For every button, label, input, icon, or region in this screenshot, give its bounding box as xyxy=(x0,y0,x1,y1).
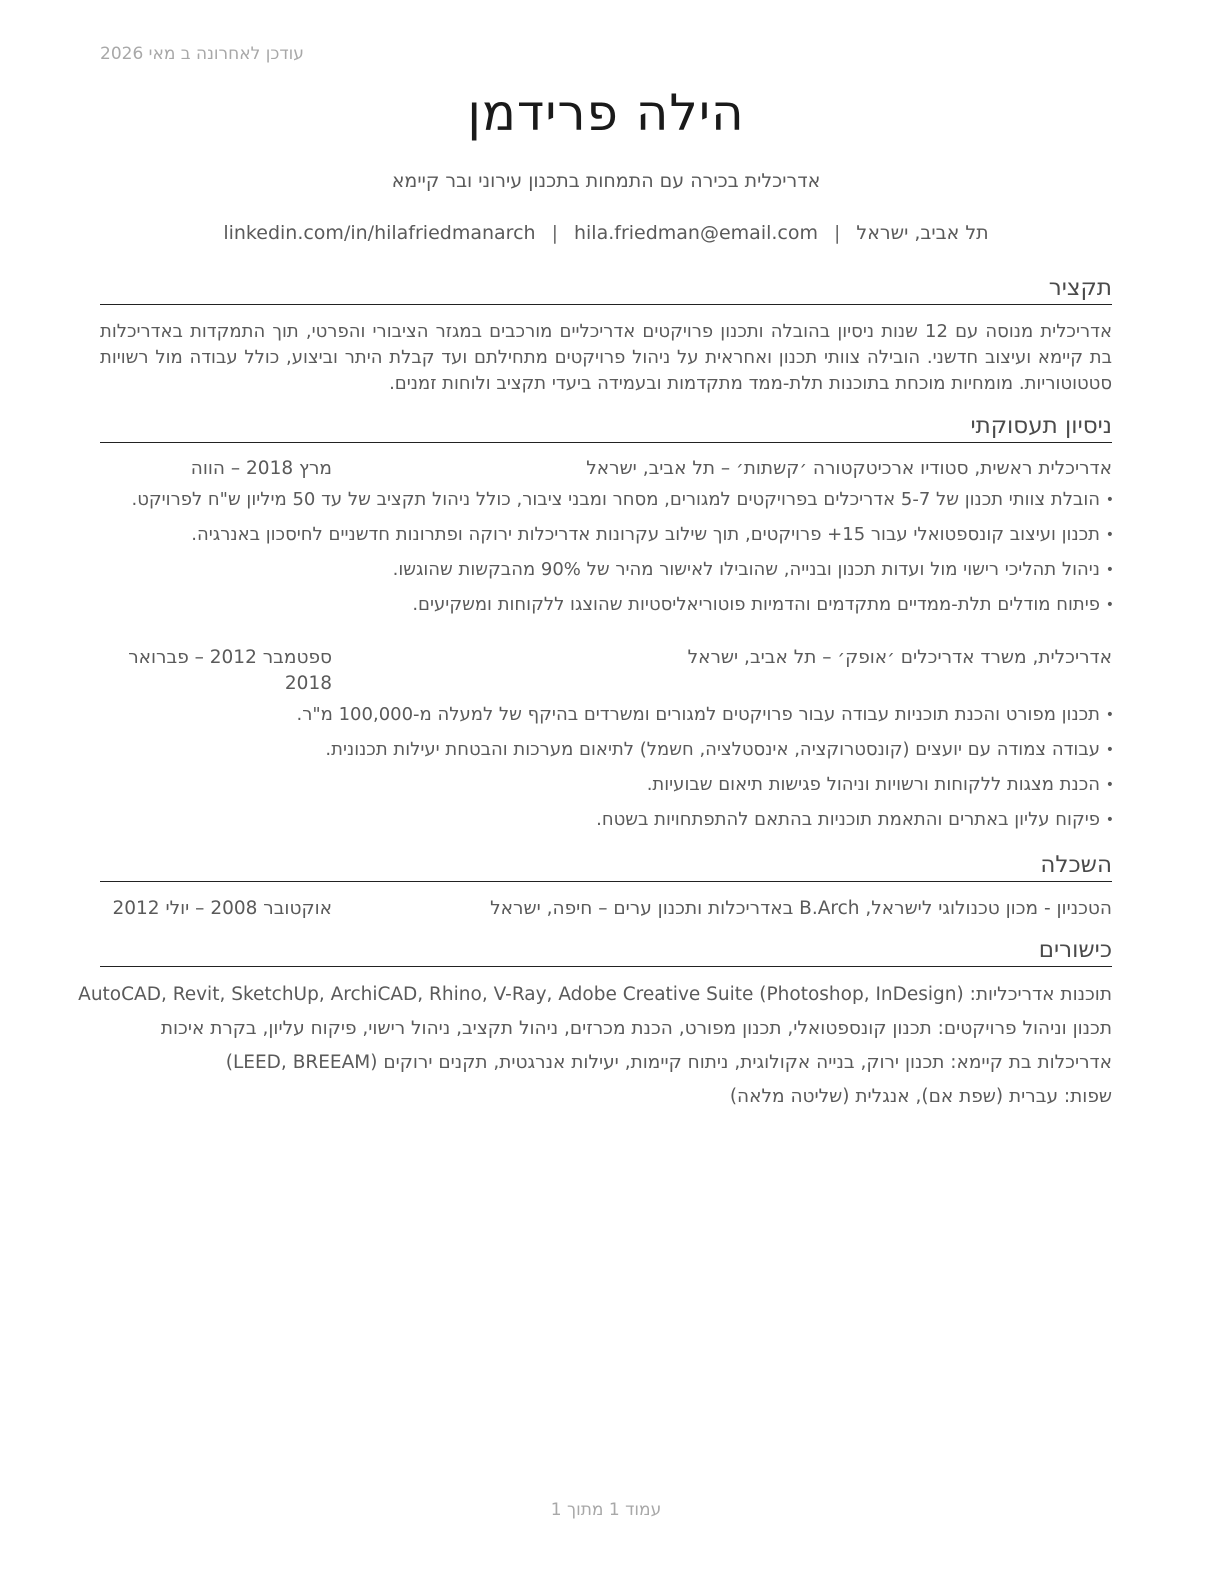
job-title: אדריכלית ראשית, סטודיו ארכיטקטורה ׳קשתות׳ – תל אביב, ישראל xyxy=(586,458,1112,479)
last-updated: עודכן לאחרונה ב מאי 2026 xyxy=(100,44,304,64)
job-bullet: • תכנון ועיצוב קונספטואלי עבור 15+ פרויקטים, תוך שילוב עקרונות אדריכלות ירוקה ופתרונות חדשניים לחיסכון באנרגיה. xyxy=(100,522,1100,557)
job-bullets xyxy=(100,487,1114,627)
education-dates: אוקטובר 2008 – יולי 2012 xyxy=(112,898,332,919)
job-bullet: • פיקוח עליון באתרים והתאמת תוכניות בהתאם להתפתחויות בשטח. xyxy=(100,807,1100,842)
contact-separator: | xyxy=(551,222,558,244)
summary-paragraph: אדריכלית מנוסה עם 12 שנות ניסיון בהובלה ותכנון פרויקטים אדריכליים מורכבים במגזר הציבורי והפרטי, תוך התמקדות באדריכלות בת קיימא ועיצוב חדשני. הובילה צוותי תכנון ואחראית על ניהול פרויקטים מתחילתם ועד קבלת היתר וביצוע, כולל עבודה מול רשויות סטטוטוריות. מומחיות מוכחת בתוכנות תלת-ממד מתקדמות ובעמידה ביעדי תקציב ולוחות זמנים. xyxy=(100,321,1112,394)
contact-email[interactable]: hila.friedman@email.com xyxy=(573,222,818,244)
section-title-summary: תקציר xyxy=(100,274,1112,305)
skill-line: שפות: עברית (שפת אם), אנגלית (שליטה מלאה) xyxy=(729,1086,1112,1107)
skill-line: תוכנות אדריכליות: AutoCAD, Revit, SketchUp, ArchiCAD, Rhino, V-Ray, Adobe Creative Suite (Photoshop, InDesign) xyxy=(78,984,1112,1005)
job-bullet: • פיתוח מודלים תלת-ממדיים מתקדמים והדמיות פוטוריאליסטיות שהוצגו ללקוחות ומשקיעים. xyxy=(100,592,1100,627)
section-title-experience: ניסיון תעסוקתי xyxy=(100,412,1112,443)
job-title: אדריכלית, משרד אדריכלים ׳אופק׳ – תל אביב, ישראל xyxy=(687,647,1112,668)
contact-linkedin[interactable]: linkedin.com/in/hilafriedmanarch xyxy=(223,222,536,244)
candidate-name: הילה פרידמן xyxy=(467,84,745,142)
contact-line xyxy=(100,222,1112,244)
resume-page xyxy=(78,0,1112,1584)
job-dates: ספטמבר 2012 – פברואר 2018 xyxy=(128,647,332,694)
job-bullet: • תכנון מפורט והכנת תוכניות עבודה עבור פרויקטים למגורים ומשרדים בהיקף של למעלה מ-100,000 מ"ר. xyxy=(100,702,1100,737)
job-dates: מרץ 2018 – הווה xyxy=(190,458,332,479)
section-title-education: השכלה xyxy=(100,851,1112,882)
job-bullets xyxy=(100,702,1114,842)
contact-separator: | xyxy=(834,222,841,244)
page-number: עמוד 1 מתוך 1 xyxy=(550,1500,662,1520)
skill-line: תכנון וניהול פרויקטים: תכנון קונספטואלי, תכנון מפורט, הכנת מכרזים, ניהול תקציב, ניהול רישוי, פיקוח עליון, בקרת איכות xyxy=(160,1018,1112,1039)
contact-location: תל אביב, ישראל xyxy=(856,222,989,244)
job-bullet: • עבודה צמודה עם יועצים (קונסטרוקציה, אינסטלציה, חשמל) לתיאום מערכות והבטחת יעילות תכנונית. xyxy=(100,737,1100,772)
job-bullet: • הכנת מצגות ללקוחות ורשויות וניהול פגישות תיאום שבועיות. xyxy=(100,772,1100,807)
education-title: הטכניון - מכון טכנולוגי לישראל, B.Arch באדריכלות ותכנון ערים – חיפה, ישראל xyxy=(490,898,1112,919)
job-bullet: • ניהול תהליכי רישוי מול ועדות תכנון ובנייה, שהובילו לאישור מהיר של 90% מהבקשות שהוגשו. xyxy=(100,557,1100,592)
skill-line: אדריכלות בת קיימא: תכנון ירוק, בנייה אקולוגית, ניתוח קיימות, יעילות אנרגטית, תקנים ירוקים (LEED, BREEAM) xyxy=(225,1052,1112,1073)
section-title-skills: כישורים xyxy=(100,936,1112,967)
professional-headline: אדריכלית בכירה עם התמחות בתכנון עירוני ובר קיימא xyxy=(391,170,821,192)
job-bullet: • הובלת צוותי תכנון של 5-7 אדריכלים בפרויקטים למגורים, מסחר ומבני ציבור, כולל ניהול תקציב של עד 50 מיליון ש"ח לפרויקט. xyxy=(100,487,1100,522)
